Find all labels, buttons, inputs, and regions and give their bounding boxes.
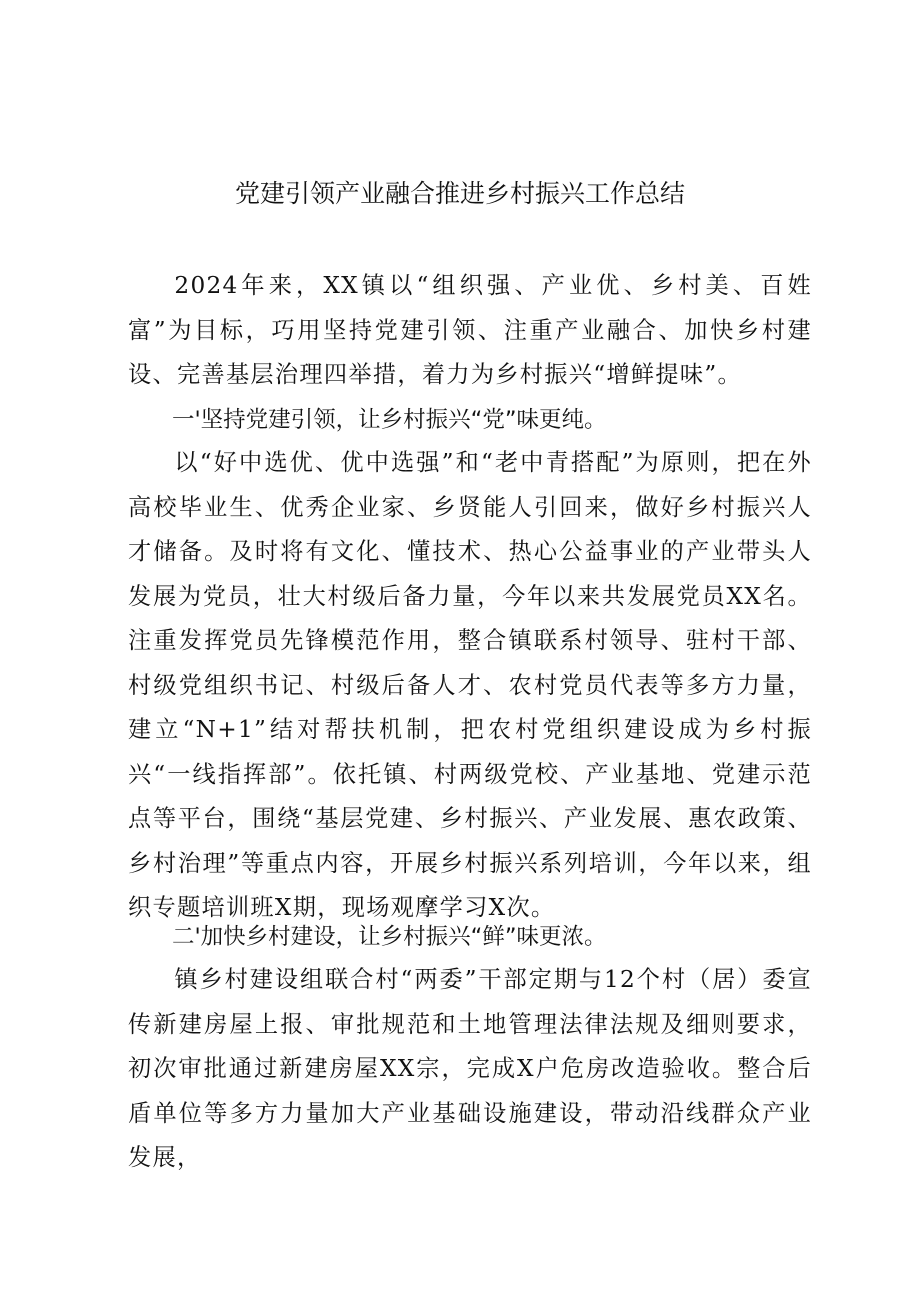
section-heading-2: 二'加快乡村建设，让乡村振兴“鲜”味更浓。 <box>172 924 607 950</box>
document-title: 党建引领产业融合推进乡村振兴工作总结 <box>234 179 685 208</box>
section-heading-1: 一'坚持党建引领，让乡村振兴“党”味更纯。 <box>172 407 607 433</box>
section-body-1: 以“好中选优、优中选强”和“老中青搭配”为原则，把在外高校毕业生、优秀企业家、乡贤能人引回来，做好乡村振兴人才储备。及时将有文化、懂技术、热心公益事业的产业带头人发展为党员，壮大村级后备力量，今年以来共发展党员XX名。注重发挥党员先锋模范作用，整合镇联系村领导、驻村干部、村级党组织书记、村级后备人才、农村党员代表等多方力量，建立“N+1”结对帮扶机制，把农村党组织建设成为乡村振兴“一线指挥部”。依托镇、村两级党校、产业基地、党建示范点等平台，围绕“基层党建、乡村振兴、产业发展、惠农政策、乡村治理”等重点内容，开展乡村振兴系列培训，今年以来，组织专题培训班X期，现场观摩学习X次。 <box>128 449 812 921</box>
intro-paragraph: 2024年来，XX镇以“组织强、产业优、乡村美、百姓富”为目标，巧用坚持党建引领、注重产业融合、加快乡村建设、完善基层治理四举措，着力为乡村振兴“增鲜提味”。 <box>128 272 812 388</box>
section-body-2: 镇乡村建设组联合村“两委”干部定期与12个村（居）委宣传新建房屋上报、审批规范和土地管理法律法规及细则要求，初次审批通过新建房屋XX宗，完成X户危房改造验收。整合后盾单位等多方力量加大产业基础设施建设，带动沿线群众产业发展， <box>128 966 812 1171</box>
